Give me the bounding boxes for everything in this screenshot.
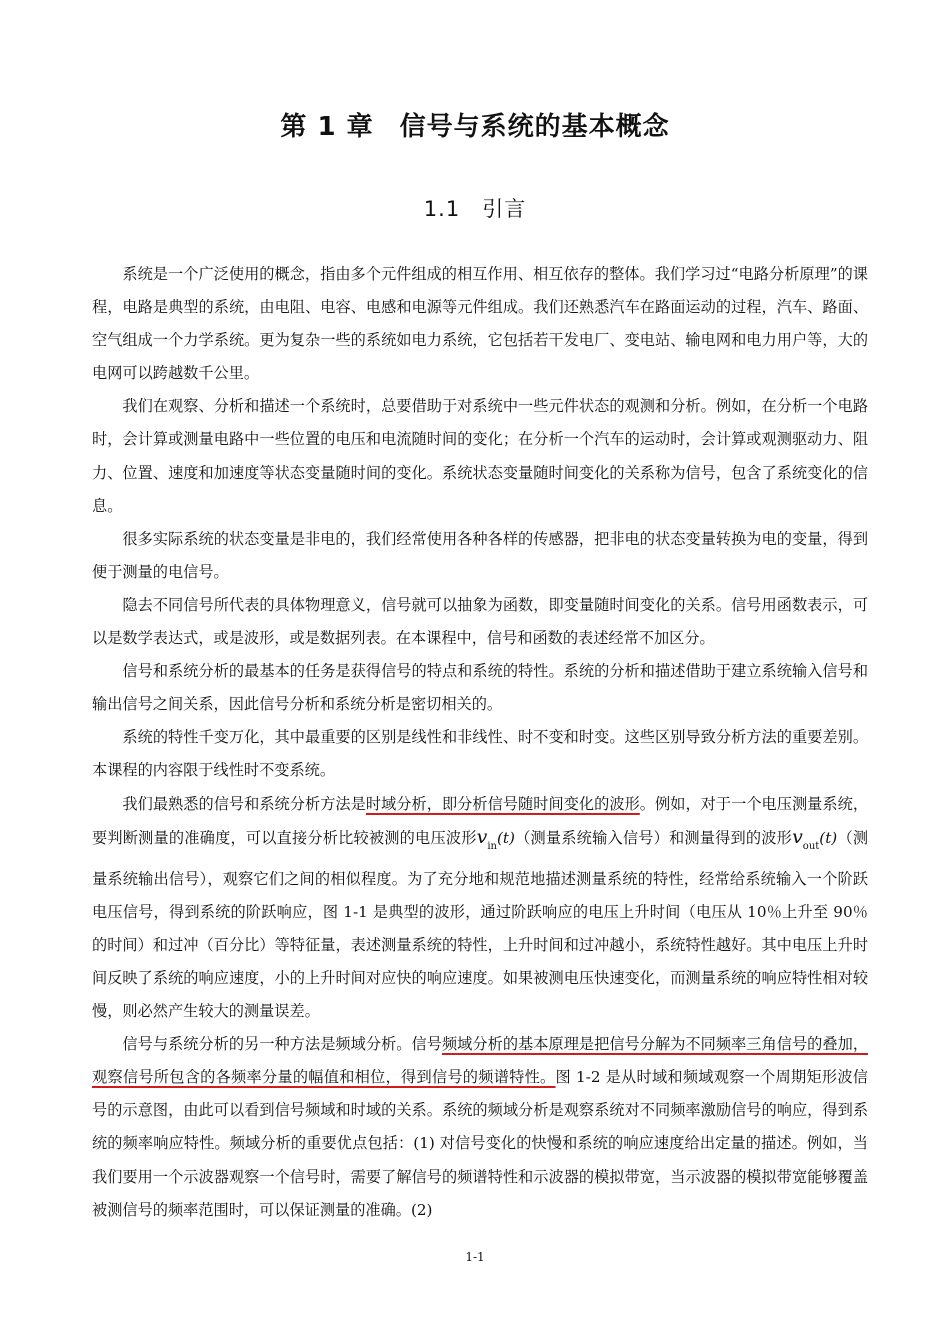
paragraph-3: 很多实际系统的状态变量是非电的，我们经常使用各种各样的传感器，把非电的状态变量转换为电的变量，得到便于测量的电信号。 <box>92 529 868 581</box>
paragraph-7-intro: 我们最熟悉的信号和系统分析方法是 <box>122 794 366 813</box>
v-in-formula <box>476 825 515 852</box>
underlined-time-domain-phrase: 时域分析，即分析信号随时间变化的波形 <box>365 794 640 813</box>
paragraph-6: 系统的特性千变万化，其中最重要的区别是线性和非线性、时不变和时变。这些区别导致分析方法的重要差别。本课程的内容限于线性时不变系统。 <box>92 728 868 780</box>
section-title <box>0 193 950 223</box>
underlined-frequency-domain-phrase: 频域分析的基本原理是把信号分解为不同频率三角信号的叠加，观察信号所包含的各频率分量的幅值和相位，得到信号的频谱特性。 <box>92 1035 869 1087</box>
paragraph-1: 系统是一个广泛使用的概念，指由多个元件组成的相互作用、相互依存的整体。我们学习过“电路分析原理”的课程，电路是典型的系统，由电阻、电容、电感和电源等元件组成。我们还熟悉汽车在路面运动的过程，汽车、路面、空气组成一个力学系统。更为复杂一些的系统如电力系统，它包括若干发电厂、变电站、输电网和电力用户等，大的电网可以跨越数千公里。 <box>92 265 868 383</box>
v-out-symbol: v <box>792 825 803 848</box>
paragraph-7-text-b: （测量系统输入信号）和测量得到的波形 <box>514 828 793 847</box>
paragraph-2: 我们在观察、分析和描述一个系统时，总要借助于对系统中一些元件状态的观测和分析。例如，在分析一个电路时，会计算或测量电路中一些位置的电压和电流随时间的变化；在分析一个汽车的运动时，会计算或观测驱动力、阻力、位置、速度和加速度等状态变量随时间的变化。系统状态变量随时间变化的关系称为信号，包含了系统变化的信息。 <box>92 397 868 515</box>
v-in-symbol: v <box>476 825 488 848</box>
v-out-subscript: out <box>802 840 820 852</box>
v-in-argument: (t) <box>496 828 515 847</box>
section-number: 1.1 <box>423 197 461 221</box>
paragraph-8-intro: 信号与系统分析的另一种方法是频域分析。信号 <box>122 1035 442 1054</box>
paragraph-7-text-c: （测量系统输出信号），观察它们之间的相似程度。为了充分地和规范地描述测量系统的特性，经常给系统输入一个阶跃电压信号，得到系统的阶跃响应，图 1-1 是典型的波形，通过阶跃响应的电压上升时间（电压从 10％上升至 90％的时间）和过冲（百分比）等特征量，表述测量系统的特性，上升时间和过冲越小，系统特性越好。其中电压上升时间反映了系统的响应速度，小的上升时间对应快的响应速度。如果被测电压快速变化，而测量系统的响应特性相对较慢，则必然产生较大的测量误差。 <box>92 828 869 1021</box>
v-in-subscript: in <box>487 840 497 852</box>
section-title-text: 引言 <box>482 197 527 221</box>
paragraph-8 <box>92 1028 868 1227</box>
paragraph-7-text-a: 。例如，对于一个电压测量系统，要判断测量的准确度，可以直接分析比较被测的电压波形 <box>92 794 869 847</box>
v-out-argument: (t) <box>819 828 838 847</box>
body-text <box>92 258 868 1227</box>
v-out-formula <box>792 825 838 852</box>
paragraph-4: 隐去不同信号所代表的具体物理意义，信号就可以抽象为函数，即变量随时间变化的关系。信号用函数表示，可以是数学表达式，或是波形，或是数据列表。在本课程中，信号和函数的表述经常不加区分。 <box>92 595 868 648</box>
chapter-title <box>0 106 950 143</box>
paragraph-5: 信号和系统分析的最基本的任务是获得信号的特点和系统的特性。系统的分析和描述借助于建立系统输入信号和输出信号之间关系，因此信号分析和系统分析是密切相关的。 <box>92 662 868 714</box>
paragraph-7 <box>92 788 868 1029</box>
chapter-label: 第 1 章 <box>280 112 374 142</box>
page-number: 1-1 <box>465 1250 485 1264</box>
paragraph-8-text: 图 1-2 是从时域和频域观察一个周期矩形波信号的示意图，由此可以看到信号频域和时域的关系。系统的频域分析是观察系统对不同频率激励信号的响应，得到系统的频率响应特性。频域分析的重要优点包括：(1) 对信号变化的快慢和系统的响应速度给出定量的描述。例如，当我们要用一个示波器观察一个信号时，需要了解信号的频谱特性和示波器的模拟带宽，当示波器的模拟带宽能够覆盖被测信号的频率范围时，可以保证测量的准确。(2) <box>92 1068 868 1219</box>
chapter-title-text: 信号与系统的基本概念 <box>399 112 670 142</box>
